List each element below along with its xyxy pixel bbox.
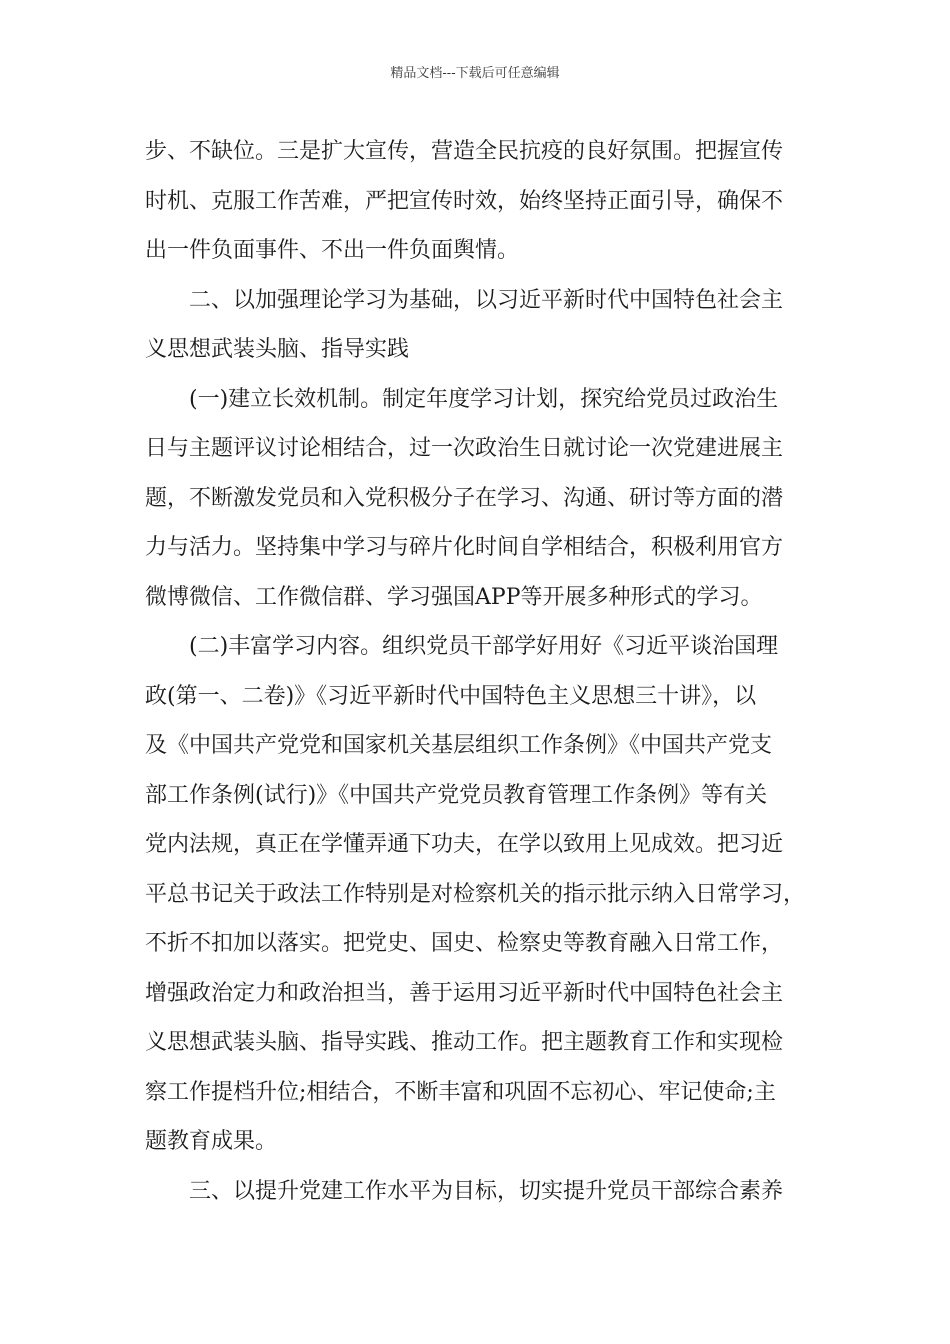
text-line: 微博微信、工作微信群、学习强国APP等开展多种形式的学习。 xyxy=(145,584,763,610)
section-heading-3 xyxy=(145,1167,815,1217)
text-line: 题，不断激发党员和入党积极分子在学习、沟通、研讨等方面的潜 xyxy=(145,485,784,511)
text-line: 题教育成果。 xyxy=(145,1129,278,1154)
text-line: 部工作条例(试行)》《中国共产党党员教育管理工作条例》等有关 xyxy=(145,782,768,808)
text-line: 出一件负面事件、不出一件负面舆情。 xyxy=(145,238,520,263)
text-line: 义思想武装头脑、指导实践、推动工作。把主题教育工作和实现检 xyxy=(145,1030,784,1055)
text-line: 察工作提档升位;相结合，不断丰富和巩固不忘初心、牢记使命;主 xyxy=(145,1079,776,1105)
section-heading-2 xyxy=(145,276,815,375)
text-line: 党内法规，真正在学懂弄通下功夫，在学以致用上见成效。把习近 xyxy=(145,832,784,857)
paragraph-subsection-1 xyxy=(145,375,815,623)
text-line: (一)建立长效机制。制定年度学习计划，探究给党员过政治生 xyxy=(189,386,779,412)
text-line: 力与活力。坚持集中学习与碎片化时间自学相结合，积极利用官方 xyxy=(145,535,784,560)
text-line: 义思想武装头脑、指导实践 xyxy=(145,337,410,362)
document-body xyxy=(145,127,815,1216)
text-line: 日与主题评议讨论相结合，过一次政治生日就讨论一次党建进展主 xyxy=(145,436,784,461)
text-line: 三、以提升党建工作水平为目标，切实提升党员干部综合素养 xyxy=(189,1178,784,1204)
text-line: 及《中国共产党党和国家机关基层组织工作条例》《中国共产党支 xyxy=(145,733,773,758)
text-line: 步、不缺位。三是扩大宣传，营造全民抗疫的良好氛围。把握宣传 xyxy=(145,139,784,164)
text-line: (二)丰富学习内容。组织党员干部学好用好《习近平谈治国理 xyxy=(189,634,779,659)
text-line: 二、以加强理论学习为基础，以习近平新时代中国特色社会主 xyxy=(189,287,784,313)
text-line: 时机、克服工作苦难，严把宣传时效，始终坚持正面引导，确保不 xyxy=(145,188,784,214)
text-line: 不折不扣加以落实。把党史、国史、检察史等教育融入日常工作， xyxy=(145,931,784,956)
paragraph-subsection-2 xyxy=(145,622,815,1167)
paragraph-continuation xyxy=(145,127,815,276)
text-line: 增强政治定力和政治担当，善于运用习近平新时代中国特色社会主 xyxy=(145,980,784,1006)
page-header: 精品文档---下载后可任意编辑 xyxy=(390,66,560,81)
text-line: 平总书记关于政法工作特别是对检察机关的指示批示纳入日常学习， xyxy=(145,881,806,907)
text-line: 政(第一、二卷)》《习近平新时代中国特色主义思想三十讲》，以 xyxy=(145,683,757,709)
